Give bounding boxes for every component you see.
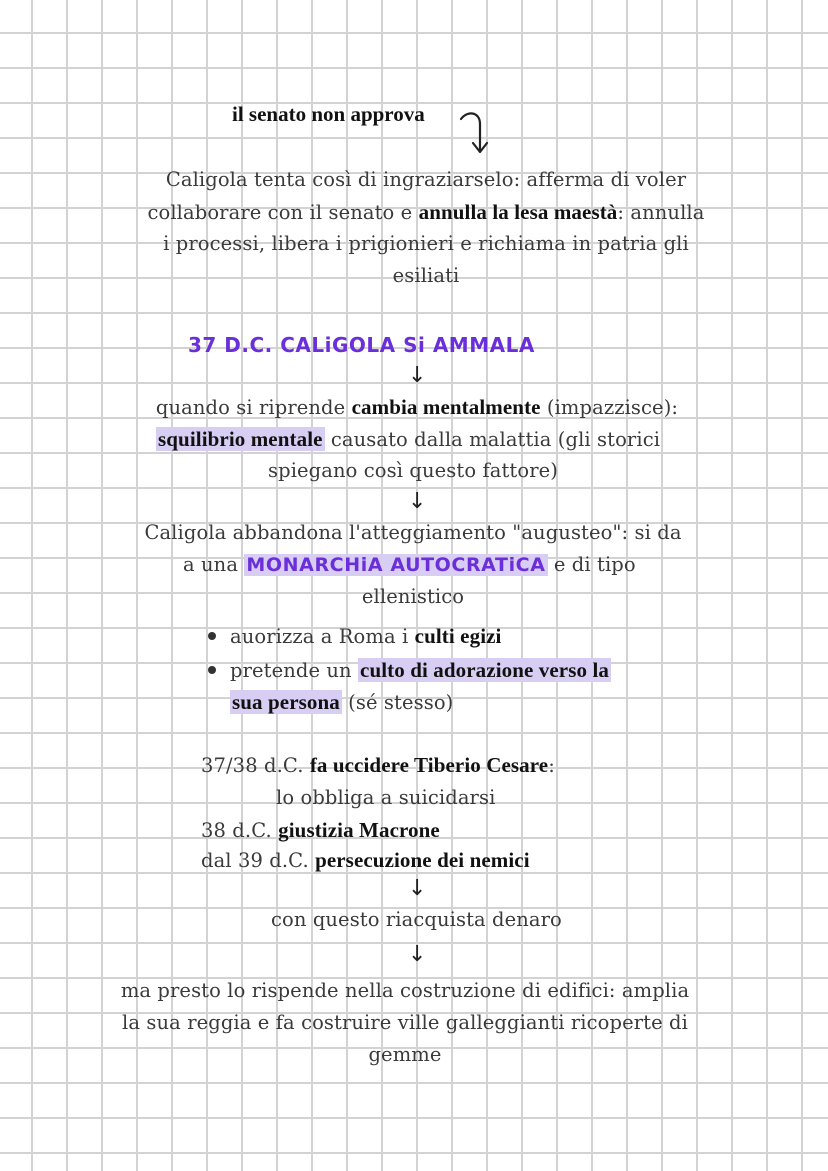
bullet2-highlight-cont: sua persona — [232, 690, 340, 714]
para1-line4-text: esiliati — [392, 264, 460, 287]
para2-line3-text: spiegano così questo fattore) — [268, 459, 558, 482]
para4 — [271, 904, 562, 936]
bullet1-a: auorizza a Roma i — [230, 625, 415, 648]
timeline-item-1 — [201, 749, 555, 782]
t1-colon: : — [548, 754, 555, 777]
para1-line2-c: : annulla — [617, 201, 705, 224]
senato-label — [232, 102, 425, 127]
t1-date: 37/38 d.C. — [201, 754, 310, 777]
t2-bold: giustizia Macrone — [278, 818, 440, 842]
para3-line2-c: e di tipo — [547, 553, 636, 576]
para1-line3-text: i processi, libera i prigionieri e richiama in patria gli — [163, 232, 689, 255]
timeline-item-2 — [201, 814, 440, 847]
para1-line1 — [0, 164, 828, 196]
para5-line1-text: ma presto lo rispende nella costruzione di edifici: amplia — [120, 979, 690, 1002]
bullet2-a: pretende un — [230, 659, 359, 682]
para3-line1 — [0, 517, 826, 549]
para5-line1 — [0, 975, 810, 1007]
bullet1-bold: culti egizi — [414, 624, 502, 648]
para3-line2 — [183, 549, 636, 581]
bullet-item-1 — [208, 620, 501, 653]
para2-line1-a: quando si riprende — [155, 396, 352, 419]
para1-line1-text: Caligola tenta così di ingraziarselo: afferma di voler — [165, 168, 687, 191]
para1-line4 — [0, 260, 828, 292]
para3-line3 — [0, 581, 826, 613]
para2-line2 — [156, 423, 660, 456]
para4-text: con questo riacquista denaro — [271, 908, 562, 931]
para3-line1-text: Caligola abbandona l'atteggiamento "augusteo": si da — [144, 521, 682, 544]
timeline-item-3 — [201, 844, 530, 877]
para3-line3-text: ellenistico — [361, 585, 465, 608]
para5-line2-text: la sua reggia e fa costruire ville galleggianti ricoperte di — [122, 1011, 688, 1034]
monarchia-autocratica-highlight: MONARCHiA AUTOCRATiCA — [246, 554, 546, 576]
down-arrow-icon: ↓ — [408, 942, 427, 967]
para5-line2 — [0, 1007, 810, 1039]
para2-line2-highlight: squilibrio mentale — [158, 427, 323, 451]
bullet2-highlight: culto di adorazione verso la — [360, 658, 609, 682]
down-arrow-icon: ↓ — [408, 876, 427, 901]
para1-line2-a: collaborare con il senato e — [147, 201, 419, 224]
para2-line2-b: causato dalla malattia (gli storici — [324, 428, 661, 451]
bullet-item-2 — [208, 654, 611, 687]
heading-caligola-ammala: 37 D.C. CALiGOLA Si AMMALA — [188, 333, 535, 357]
bullet-item-2-cont — [230, 686, 453, 719]
para2-line3 — [0, 455, 826, 487]
t1-bold: fa uccidere Tiberio Cesare — [309, 753, 549, 777]
para5-line3-text: gemme — [368, 1043, 442, 1066]
bullet2-d: (sé stesso) — [341, 691, 454, 714]
timeline-item-1-sub — [276, 782, 495, 814]
bullet-dot-icon — [208, 632, 216, 640]
para2-line1-c: (impazzisce): — [540, 396, 679, 419]
para3-line2-a: a una — [183, 553, 245, 576]
para2-line1 — [0, 391, 828, 424]
t2-date: 38 d.C. — [201, 819, 279, 842]
down-arrow-icon: ↓ — [408, 363, 427, 388]
para2-line1-bold: cambia mentalmente — [351, 395, 541, 419]
para1-line2 — [0, 196, 828, 229]
t3-date: dal 39 d.C. — [201, 849, 316, 872]
bullet-dot-icon — [208, 666, 216, 674]
t3-bold: persecuzione dei nemici — [315, 848, 530, 872]
para1-line2-bold: annulla la lesa maestà — [418, 200, 618, 224]
down-arrow-icon: ↓ — [408, 489, 427, 514]
para5-line3 — [0, 1039, 810, 1071]
senato-text: il senato non approva — [232, 102, 425, 126]
para1-line3 — [0, 228, 828, 260]
t1-sub-text: lo obbliga a suicidarsi — [276, 786, 496, 809]
curved-arrow-icon — [458, 110, 492, 158]
